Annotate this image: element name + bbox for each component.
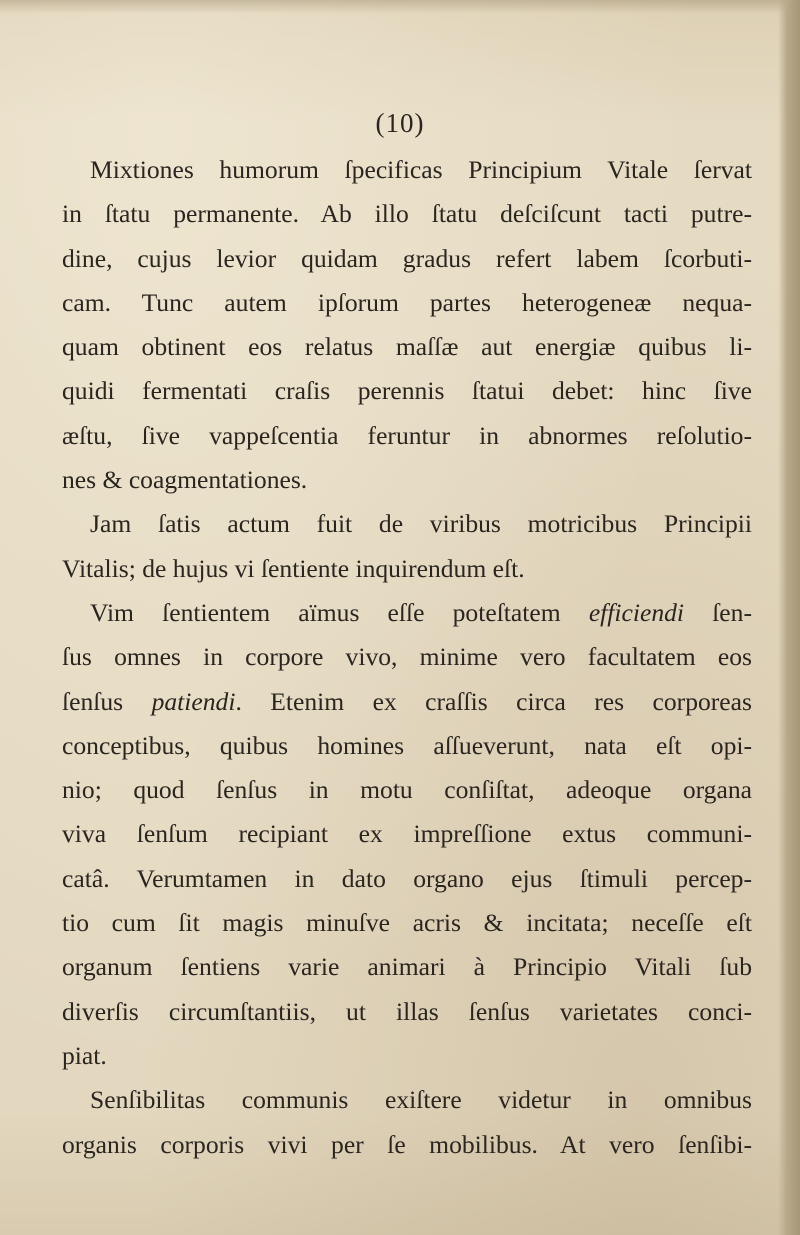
text-line: quam obtinent eos relatus maſſæ aut energiæ quibus li- bbox=[62, 332, 752, 362]
text-line: Vim ſentientem aïmus eſſe poteſtatem efficiendi ſen- bbox=[90, 597, 752, 627]
text-line: tio cum ſit magis minuſve acris & incitata; neceſſe eſt bbox=[62, 908, 752, 938]
text-line: ſenſus patiendi. Etenim ex craſſis circa res corporeas bbox=[62, 686, 752, 716]
text-line: piat. bbox=[62, 1040, 107, 1070]
page-top-shadow bbox=[0, 0, 800, 14]
text-line: viva ſenſum recipiant ex impreſſione extus communi- bbox=[62, 819, 752, 849]
page-right-edge bbox=[778, 0, 800, 1235]
text-line: Vitalis; de hujus vi ſentiente inquirendum eſt. bbox=[62, 553, 525, 583]
text-line: Mixtiones humorum ſpecificas Principium Vitale ſervat bbox=[90, 155, 752, 184]
text-line: quidi fermentati craſis perennis ſtatui debet: hinc ſive bbox=[62, 376, 752, 406]
text-line: organum ſentiens varie animari à Principio Vitali ſub bbox=[62, 952, 752, 982]
text-line: æſtu, ſive vappeſcentia feruntur in abnormes reſolutio- bbox=[62, 420, 752, 450]
text-line: nio; quod ſenſus in motu conſiſtat, adeoque organa bbox=[62, 775, 752, 805]
text-line: conceptibus, quibus homines aſſueverunt, nata eſt opi- bbox=[62, 730, 752, 760]
text-line: in ſtatu permanente. Ab illo ſtatu deſciſcunt tacti putre- bbox=[62, 199, 752, 229]
page-number: (10) bbox=[375, 108, 425, 138]
text-line: organis corporis vivi per ſe mobilibus. At vero ſenſibi- bbox=[62, 1129, 752, 1159]
text-line: dine, cujus levior quidam gradus refert labem ſcorbuti- bbox=[62, 243, 752, 273]
text-line: cam. Tunc autem ipſorum partes heterogeneæ nequa- bbox=[62, 287, 752, 317]
text-line: Jam ſatis actum fuit de viribus motricibus Principii bbox=[90, 509, 752, 539]
text-line: catâ. Verumtamen in dato organo ejus ſtimuli percep- bbox=[62, 863, 752, 893]
body-text bbox=[62, 148, 752, 1167]
text-line: diverſis circumſtantiis, ut illas ſenſus varietates conci- bbox=[62, 996, 752, 1026]
text-line: nes & coagmentationes. bbox=[62, 465, 308, 495]
text-line: Senſibilitas communis exiſtere videtur in omnibus bbox=[90, 1085, 752, 1115]
text-line: ſus omnes in corpore vivo, minime vero facultatem eos bbox=[62, 642, 752, 672]
